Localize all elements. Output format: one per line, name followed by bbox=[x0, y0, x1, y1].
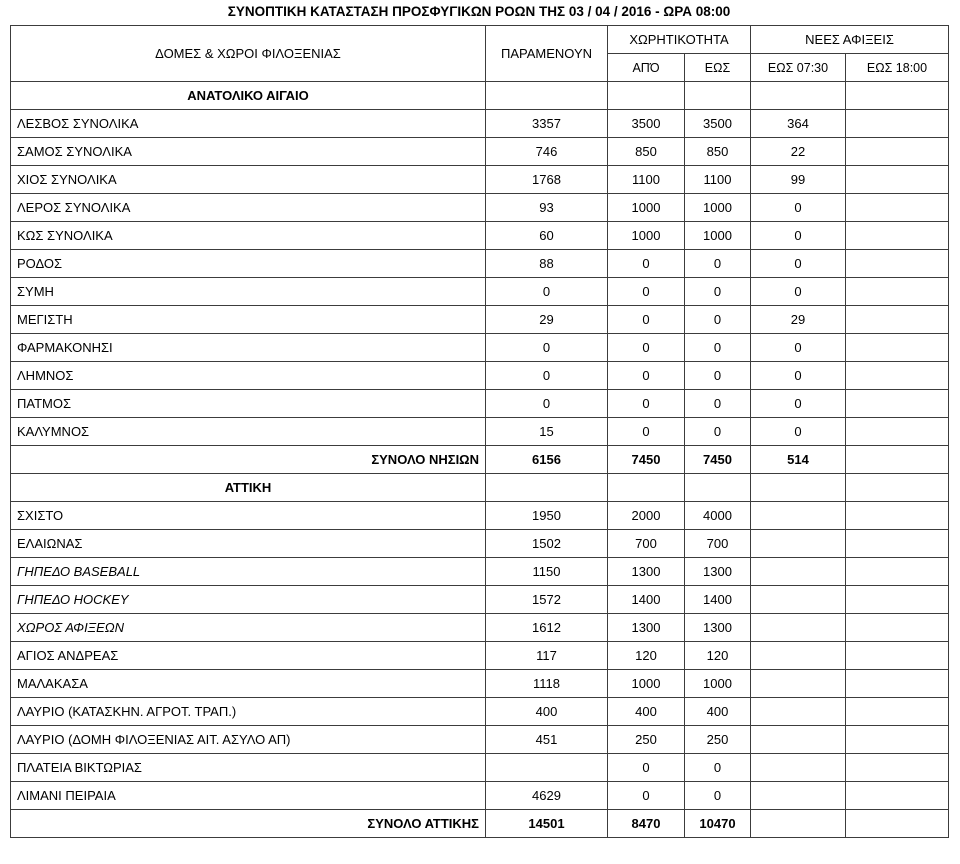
arrivals-1800-cell bbox=[846, 138, 949, 166]
arrivals-1800-cell bbox=[846, 670, 949, 698]
staying-cell: 15 bbox=[486, 418, 608, 446]
staying-cell: 117 bbox=[486, 642, 608, 670]
arrivals-1800-cell bbox=[846, 810, 949, 838]
arrivals-1800-cell bbox=[846, 642, 949, 670]
arrivals-0730-cell: 364 bbox=[751, 110, 846, 138]
staying-cell: 1572 bbox=[486, 586, 608, 614]
capacity-from-cell: 1000 bbox=[608, 222, 685, 250]
table-row bbox=[11, 250, 949, 278]
table-row bbox=[11, 502, 949, 530]
refugee-flows-table bbox=[10, 25, 949, 838]
staying-cell: 0 bbox=[486, 362, 608, 390]
capacity-from-cell: 7450 bbox=[608, 446, 685, 474]
capacity-from-cell: 1300 bbox=[608, 614, 685, 642]
capacity-from-cell: 0 bbox=[608, 334, 685, 362]
arrivals-0730-cell bbox=[751, 474, 846, 502]
table-row bbox=[11, 222, 949, 250]
facility-name-cell: ΚΩΣ ΣΥΝΟΛΙΚΑ bbox=[11, 222, 486, 250]
table-row bbox=[11, 166, 949, 194]
table-row bbox=[11, 306, 949, 334]
facility-name-cell: ΕΛΑΙΩΝΑΣ bbox=[11, 530, 486, 558]
capacity-to-cell: 0 bbox=[685, 250, 751, 278]
capacity-from-cell: 8470 bbox=[608, 810, 685, 838]
arrivals-0730-cell: 99 bbox=[751, 166, 846, 194]
column-header-capacity-to: ΕΩΣ bbox=[685, 54, 751, 82]
capacity-to-cell: 7450 bbox=[685, 446, 751, 474]
arrivals-0730-cell: 22 bbox=[751, 138, 846, 166]
capacity-from-cell: 1000 bbox=[608, 670, 685, 698]
capacity-to-cell: 1300 bbox=[685, 614, 751, 642]
arrivals-1800-cell bbox=[846, 334, 949, 362]
table-row bbox=[11, 390, 949, 418]
facility-name-cell: ΓΗΠΕΔΟ HOCKEY bbox=[11, 586, 486, 614]
arrivals-0730-cell bbox=[751, 642, 846, 670]
staying-cell: 14501 bbox=[486, 810, 608, 838]
facility-name-cell: ΣΧΙΣΤΟ bbox=[11, 502, 486, 530]
capacity-from-cell: 120 bbox=[608, 642, 685, 670]
arrivals-0730-cell bbox=[751, 726, 846, 754]
table-row bbox=[11, 558, 949, 586]
column-header-arrivals-1800: ΕΩΣ 18:00 bbox=[846, 54, 949, 82]
staying-cell: 3357 bbox=[486, 110, 608, 138]
facility-name-cell: ΣΑΜΟΣ ΣΥΝΟΛΙΚΑ bbox=[11, 138, 486, 166]
staying-cell: 29 bbox=[486, 306, 608, 334]
capacity-to-cell: 850 bbox=[685, 138, 751, 166]
facility-name-cell: ΛΕΡΟΣ ΣΥΝΟΛΙΚΑ bbox=[11, 194, 486, 222]
staying-cell: 1950 bbox=[486, 502, 608, 530]
total-label-cell: ΣΥΝΟΛΟ ΝΗΣΙΩΝ bbox=[11, 446, 486, 474]
table-row bbox=[11, 194, 949, 222]
table-row bbox=[11, 278, 949, 306]
arrivals-0730-cell bbox=[751, 614, 846, 642]
staying-cell: 1612 bbox=[486, 614, 608, 642]
arrivals-1800-cell bbox=[846, 278, 949, 306]
capacity-from-cell: 0 bbox=[608, 278, 685, 306]
arrivals-1800-cell bbox=[846, 614, 949, 642]
arrivals-1800-cell bbox=[846, 306, 949, 334]
arrivals-0730-cell bbox=[751, 810, 846, 838]
arrivals-1800-cell bbox=[846, 698, 949, 726]
total-label-cell: ΣΥΝΟΛΟ ΑΤΤΙΚΗΣ bbox=[11, 810, 486, 838]
arrivals-1800-cell bbox=[846, 726, 949, 754]
arrivals-0730-cell bbox=[751, 782, 846, 810]
staying-cell: 6156 bbox=[486, 446, 608, 474]
arrivals-1800-cell bbox=[846, 474, 949, 502]
section-header-cell: ΑΝΑΤΟΛΙΚΟ ΑΙΓΑΙΟ bbox=[11, 82, 486, 110]
capacity-to-cell: 3500 bbox=[685, 110, 751, 138]
capacity-to-cell: 0 bbox=[685, 306, 751, 334]
arrivals-1800-cell bbox=[846, 194, 949, 222]
staying-cell: 1768 bbox=[486, 166, 608, 194]
capacity-from-cell: 3500 bbox=[608, 110, 685, 138]
capacity-from-cell: 1000 bbox=[608, 194, 685, 222]
table-row bbox=[11, 446, 949, 474]
arrivals-1800-cell bbox=[846, 222, 949, 250]
arrivals-1800-cell bbox=[846, 446, 949, 474]
facility-name-cell: ΦΑΡΜΑΚΟΝΗΣΙ bbox=[11, 334, 486, 362]
capacity-to-cell: 1000 bbox=[685, 194, 751, 222]
staying-cell: 88 bbox=[486, 250, 608, 278]
table-row bbox=[11, 82, 949, 110]
table-row bbox=[11, 110, 949, 138]
staying-cell: 746 bbox=[486, 138, 608, 166]
capacity-from-cell: 700 bbox=[608, 530, 685, 558]
facility-name-cell: ΓΗΠΕΔΟ BASEBALL bbox=[11, 558, 486, 586]
section-header-cell: ΑΤΤΙΚΗ bbox=[11, 474, 486, 502]
table-row bbox=[11, 726, 949, 754]
staying-cell: 60 bbox=[486, 222, 608, 250]
capacity-to-cell: 0 bbox=[685, 362, 751, 390]
arrivals-0730-cell: 0 bbox=[751, 418, 846, 446]
facility-name-cell: ΛΑΥΡΙΟ (ΚΑΤΑΣΚΗΝ. ΑΓΡΟΤ. ΤΡΑΠ.) bbox=[11, 698, 486, 726]
staying-cell bbox=[486, 82, 608, 110]
arrivals-1800-cell bbox=[846, 82, 949, 110]
capacity-from-cell bbox=[608, 82, 685, 110]
facility-name-cell: ΜΕΓΙΣΤΗ bbox=[11, 306, 486, 334]
facility-name-cell: ΠΛΑΤΕΙΑ ΒΙΚΤΩΡΙΑΣ bbox=[11, 754, 486, 782]
capacity-from-cell: 0 bbox=[608, 250, 685, 278]
table-row bbox=[11, 614, 949, 642]
arrivals-1800-cell bbox=[846, 250, 949, 278]
column-header-staying: ΠΑΡΑΜΕΝΟΥΝ bbox=[486, 26, 608, 82]
capacity-to-cell: 4000 bbox=[685, 502, 751, 530]
column-header-arrivals-0730: ΕΩΣ 07:30 bbox=[751, 54, 846, 82]
page-title: ΣΥΝΟΠΤΙΚΗ ΚΑΤΑΣΤΑΣΗ ΠΡΟΣΦΥΓΙΚΩΝ ΡΟΩΝ ΤΗΣ 03 / 04 / 2016 - ΩΡΑ 08:00 bbox=[227, 4, 731, 19]
facility-name-cell: ΚΑΛΥΜΝΟΣ bbox=[11, 418, 486, 446]
arrivals-0730-cell: 0 bbox=[751, 390, 846, 418]
table-row bbox=[11, 334, 949, 362]
facility-name-cell: ΧΙΟΣ ΣΥΝΟΛΙΚΑ bbox=[11, 166, 486, 194]
arrivals-1800-cell bbox=[846, 166, 949, 194]
capacity-to-cell: 0 bbox=[685, 278, 751, 306]
capacity-to-cell: 1000 bbox=[685, 670, 751, 698]
table-row bbox=[11, 586, 949, 614]
arrivals-1800-cell bbox=[846, 754, 949, 782]
facility-name-cell: ΧΩΡΟΣ ΑΦΙΞΕΩΝ bbox=[11, 614, 486, 642]
column-header-facilities: ΔΟΜΕΣ & ΧΩΡΟΙ ΦΙΛΟΞΕΝΙΑΣ bbox=[11, 26, 486, 82]
capacity-to-cell: 1300 bbox=[685, 558, 751, 586]
column-header-new-arrivals: ΝΕΕΣ ΑΦΙΞΕΙΣ bbox=[751, 26, 949, 54]
arrivals-1800-cell bbox=[846, 110, 949, 138]
arrivals-0730-cell: 29 bbox=[751, 306, 846, 334]
staying-cell: 1118 bbox=[486, 670, 608, 698]
capacity-from-cell bbox=[608, 474, 685, 502]
capacity-from-cell: 1400 bbox=[608, 586, 685, 614]
capacity-to-cell: 250 bbox=[685, 726, 751, 754]
table-row bbox=[11, 530, 949, 558]
table-body bbox=[11, 82, 949, 838]
capacity-from-cell: 0 bbox=[608, 418, 685, 446]
capacity-to-cell: 400 bbox=[685, 698, 751, 726]
facility-name-cell: ΛΕΣΒΟΣ ΣΥΝΟΛΙΚΑ bbox=[11, 110, 486, 138]
capacity-from-cell: 400 bbox=[608, 698, 685, 726]
capacity-to-cell: 0 bbox=[685, 334, 751, 362]
table-header bbox=[11, 26, 949, 82]
arrivals-0730-cell bbox=[751, 754, 846, 782]
capacity-to-cell: 10470 bbox=[685, 810, 751, 838]
staying-cell: 451 bbox=[486, 726, 608, 754]
arrivals-0730-cell bbox=[751, 82, 846, 110]
capacity-from-cell: 0 bbox=[608, 306, 685, 334]
capacity-from-cell: 250 bbox=[608, 726, 685, 754]
staying-cell: 400 bbox=[486, 698, 608, 726]
capacity-from-cell: 1300 bbox=[608, 558, 685, 586]
arrivals-0730-cell bbox=[751, 586, 846, 614]
staying-cell: 0 bbox=[486, 390, 608, 418]
staying-cell: 0 bbox=[486, 334, 608, 362]
capacity-from-cell: 0 bbox=[608, 754, 685, 782]
staying-cell bbox=[486, 474, 608, 502]
capacity-to-cell: 0 bbox=[685, 390, 751, 418]
capacity-to-cell: 0 bbox=[685, 782, 751, 810]
arrivals-1800-cell bbox=[846, 530, 949, 558]
arrivals-0730-cell bbox=[751, 670, 846, 698]
capacity-to-cell bbox=[685, 82, 751, 110]
arrivals-0730-cell bbox=[751, 502, 846, 530]
arrivals-0730-cell bbox=[751, 558, 846, 586]
capacity-to-cell: 120 bbox=[685, 642, 751, 670]
staying-cell: 1150 bbox=[486, 558, 608, 586]
staying-cell: 1502 bbox=[486, 530, 608, 558]
column-header-capacity-from: ΑΠΌ bbox=[608, 54, 685, 82]
capacity-from-cell: 850 bbox=[608, 138, 685, 166]
capacity-from-cell: 0 bbox=[608, 390, 685, 418]
table-row bbox=[11, 670, 949, 698]
facility-name-cell: ΣΥΜΗ bbox=[11, 278, 486, 306]
table-row bbox=[11, 362, 949, 390]
facility-name-cell: ΛΑΥΡΙΟ (ΔΟΜΗ ΦΙΛΟΞΕΝΙΑΣ ΑΙΤ. ΑΣΥΛΟ ΑΠ) bbox=[11, 726, 486, 754]
table-row bbox=[11, 782, 949, 810]
facility-name-cell: ΡΟΔΟΣ bbox=[11, 250, 486, 278]
table-row bbox=[11, 418, 949, 446]
staying-cell: 0 bbox=[486, 278, 608, 306]
facility-name-cell: ΜΑΛΑΚΑΣΑ bbox=[11, 670, 486, 698]
capacity-from-cell: 1100 bbox=[608, 166, 685, 194]
capacity-to-cell: 700 bbox=[685, 530, 751, 558]
arrivals-1800-cell bbox=[846, 558, 949, 586]
arrivals-1800-cell bbox=[846, 390, 949, 418]
arrivals-0730-cell: 0 bbox=[751, 194, 846, 222]
arrivals-1800-cell bbox=[846, 586, 949, 614]
capacity-from-cell: 0 bbox=[608, 362, 685, 390]
capacity-to-cell: 0 bbox=[685, 754, 751, 782]
arrivals-0730-cell bbox=[751, 530, 846, 558]
arrivals-1800-cell bbox=[846, 418, 949, 446]
capacity-from-cell: 0 bbox=[608, 782, 685, 810]
table-row bbox=[11, 138, 949, 166]
table-row bbox=[11, 754, 949, 782]
facility-name-cell: ΑΓΙΟΣ ΑΝΔΡΕΑΣ bbox=[11, 642, 486, 670]
column-header-capacity: ΧΩΡΗΤΙΚΟΤΗΤΑ bbox=[608, 26, 751, 54]
table-row bbox=[11, 642, 949, 670]
capacity-to-cell: 1100 bbox=[685, 166, 751, 194]
table-row bbox=[11, 810, 949, 838]
staying-cell: 4629 bbox=[486, 782, 608, 810]
capacity-from-cell: 2000 bbox=[608, 502, 685, 530]
facility-name-cell: ΠΑΤΜΟΣ bbox=[11, 390, 486, 418]
capacity-to-cell: 0 bbox=[685, 418, 751, 446]
arrivals-1800-cell bbox=[846, 782, 949, 810]
arrivals-0730-cell: 0 bbox=[751, 334, 846, 362]
table-row bbox=[11, 474, 949, 502]
arrivals-0730-cell: 0 bbox=[751, 222, 846, 250]
table-row bbox=[11, 698, 949, 726]
arrivals-0730-cell: 0 bbox=[751, 278, 846, 306]
staying-cell bbox=[486, 754, 608, 782]
capacity-to-cell: 1400 bbox=[685, 586, 751, 614]
arrivals-0730-cell bbox=[751, 698, 846, 726]
facility-name-cell: ΛΙΜΑΝΙ ΠΕΙΡΑΙΑ bbox=[11, 782, 486, 810]
arrivals-0730-cell: 0 bbox=[751, 250, 846, 278]
capacity-to-cell bbox=[685, 474, 751, 502]
arrivals-0730-cell: 514 bbox=[751, 446, 846, 474]
facility-name-cell: ΛΗΜΝΟΣ bbox=[11, 362, 486, 390]
arrivals-0730-cell: 0 bbox=[751, 362, 846, 390]
staying-cell: 93 bbox=[486, 194, 608, 222]
arrivals-1800-cell bbox=[846, 502, 949, 530]
capacity-to-cell: 1000 bbox=[685, 222, 751, 250]
arrivals-1800-cell bbox=[846, 362, 949, 390]
